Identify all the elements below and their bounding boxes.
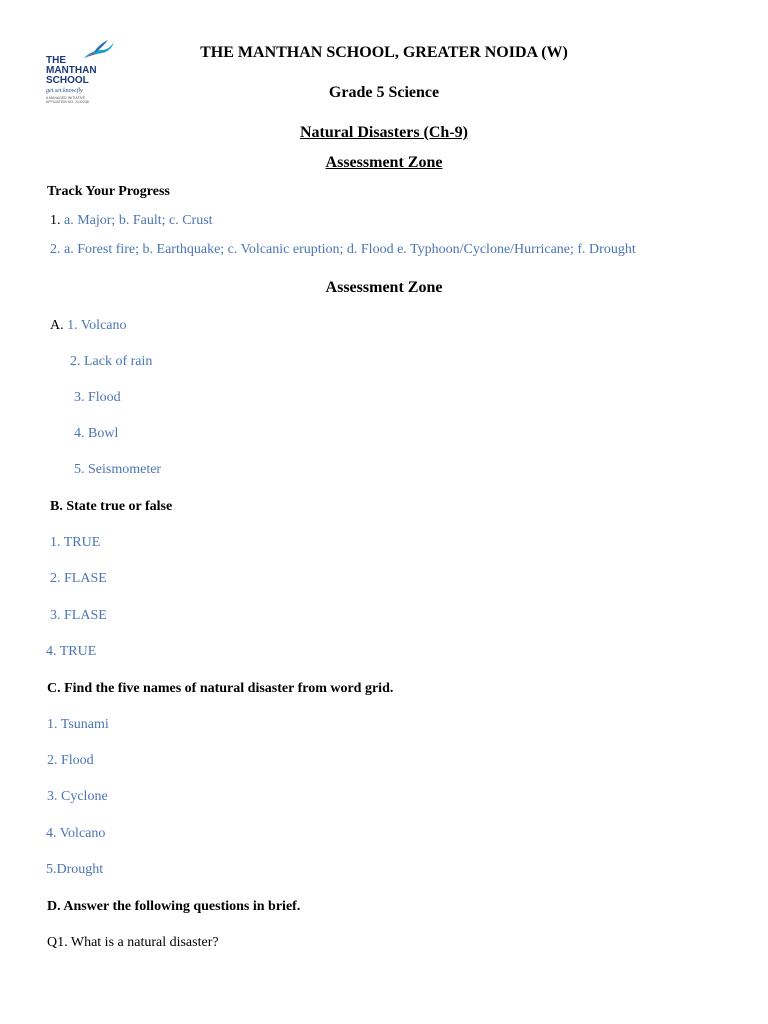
section-b-item-1: 1. TRUE — [50, 535, 101, 550]
question-1: Q1. What is a natural disaster? — [47, 935, 219, 950]
section-b-item-4: 4. TRUE — [46, 644, 97, 659]
school-title: THE MANTHAN SCHOOL, GREATER NOIDA (W) — [200, 44, 568, 61]
section-c-item-3: 3. Cyclone — [47, 789, 108, 804]
grade-title: Grade 5 Science — [328, 84, 440, 101]
logo-small1: A MANAGED INITIATIVE — [46, 96, 86, 100]
section-c-heading: C. Find the five names of natural disaster from word grid. — [47, 681, 394, 696]
logo-small2: AFFILIATION NO. 2132238 — [46, 100, 89, 104]
section-a-item-4: 4. Bowl — [74, 426, 119, 441]
progress-answer-2: 2. a. Forest fire; b. Earthquake; c. Volcanic eruption; d. Flood e. Typhoon/Cyclone/Hurricane; f. Drought — [50, 242, 636, 257]
logo-line1: THE — [46, 55, 66, 66]
section-c-item-5: 5.Drought — [46, 862, 104, 877]
track-progress-heading: Track Your Progress — [47, 184, 170, 199]
section-a-prefix: A. — [50, 318, 68, 333]
section-a-item-1-text: 1. Volcano — [67, 318, 127, 333]
section-b-item-3: 3. FLASE — [50, 608, 107, 623]
section-c-item-2: 2. Flood — [47, 753, 94, 768]
section-b-item-2: 2. FLASE — [50, 571, 107, 586]
section-c-item-4: 4. Volcano — [46, 826, 106, 841]
progress-answer-1-text: a. Major; b. Fault; c. Crust — [64, 213, 213, 228]
logo-line2: MANTHAN — [46, 65, 97, 76]
section-a-item-1 — [50, 318, 127, 334]
progress-answer-1-number: 1. — [50, 213, 64, 228]
logo-line3: SCHOOL — [46, 75, 89, 86]
section-a-item-3: 3. Flood — [74, 390, 121, 405]
chapter-title: Natural Disasters (Ch-9) — [300, 124, 468, 141]
section-a-item-2: 2. Lack of rain — [70, 354, 153, 369]
section-b-heading: B. State true or false — [50, 499, 173, 514]
section-d-heading: D. Answer the following questions in brief. — [47, 899, 301, 914]
assessment-zone-heading: Assessment Zone — [325, 154, 443, 171]
section-c-item-1: 1. Tsunami — [47, 717, 109, 732]
assessment-zone-heading-2: Assessment Zone — [325, 279, 443, 296]
progress-answer-1 — [50, 213, 213, 229]
logo-tagline: get.set.know.fly — [46, 88, 83, 94]
section-a-item-5: 5. Seismometer — [74, 462, 162, 477]
